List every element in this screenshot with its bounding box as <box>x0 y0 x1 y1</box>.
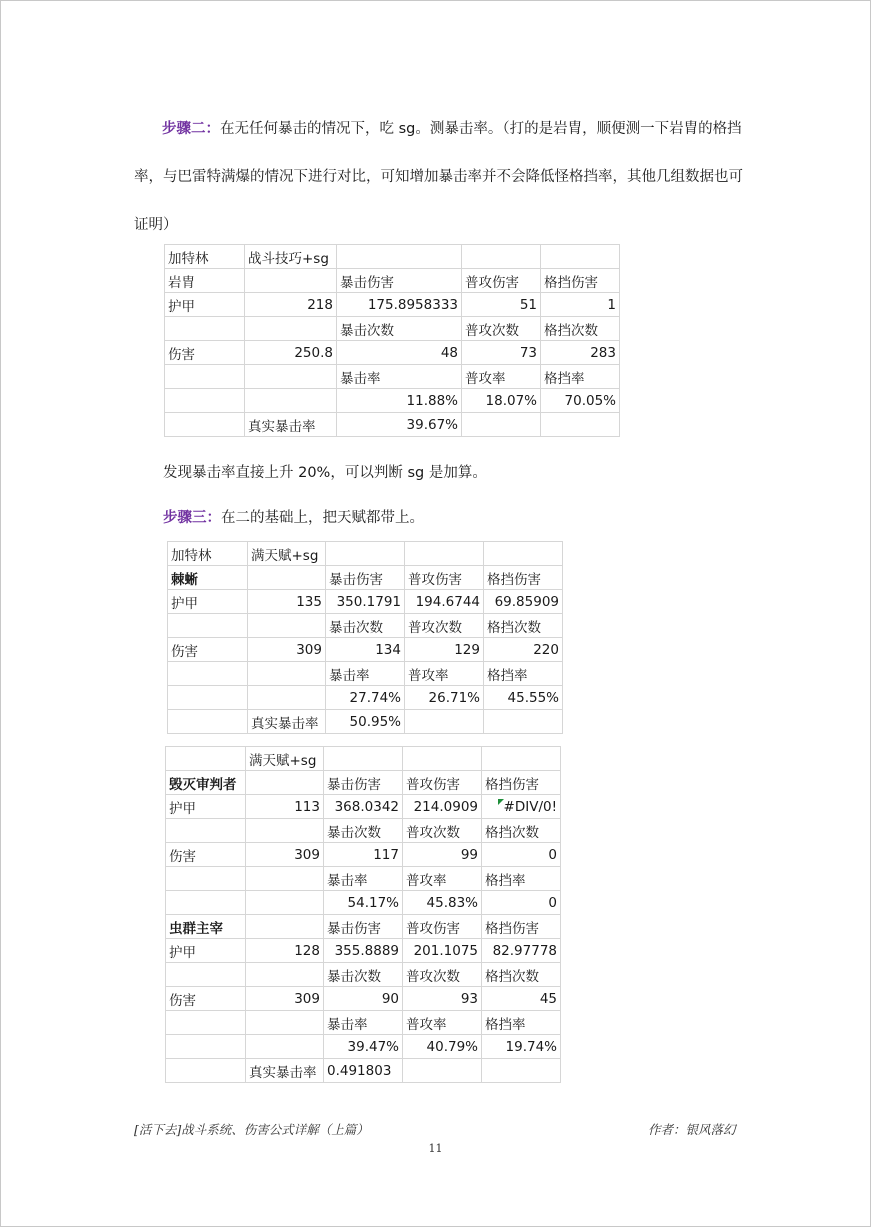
table-cell: 27.74% <box>326 686 405 710</box>
table-cell: 69.85909 <box>484 590 563 614</box>
table-cell <box>462 413 541 437</box>
table-cell <box>248 686 326 710</box>
true-crit-rate-value: 50.95% <box>326 710 405 734</box>
table-row <box>168 686 563 710</box>
table-cell: 毁灭审判者 <box>166 771 246 795</box>
table-cell: 40.79% <box>403 1035 482 1059</box>
table-cell <box>403 747 482 771</box>
true-crit-rate-value: 39.67% <box>337 413 462 437</box>
table-cell: 350.1791 <box>326 590 405 614</box>
table-cell: 格挡次数 <box>482 819 561 843</box>
table-cell: 加特林 <box>168 542 248 566</box>
table-cell: 129 <box>405 638 484 662</box>
table-cell: 117 <box>324 843 403 867</box>
table-cell: 99 <box>403 843 482 867</box>
table-cell <box>326 542 405 566</box>
table-cell: 普攻伤害 <box>462 269 541 293</box>
table-row <box>166 795 561 819</box>
table-cell <box>462 245 541 269</box>
table-cell: 格挡率 <box>482 867 561 891</box>
table-row <box>166 963 561 987</box>
table-cell <box>246 963 324 987</box>
table-row <box>166 939 561 963</box>
step2-text-line3: 组数据也可证明） <box>134 169 743 233</box>
step2-label: 步骤二： <box>162 121 220 137</box>
table-row <box>168 566 563 590</box>
table-cell: 普攻率 <box>405 662 484 686</box>
table-cell: 220 <box>484 638 563 662</box>
table-cell: 普攻伤害 <box>403 915 482 939</box>
table-cell: 格挡率 <box>541 365 620 389</box>
true-crit-rate-value: 0.491803 <box>324 1059 403 1083</box>
step3-paragraph <box>163 506 424 527</box>
table-cell <box>168 614 248 638</box>
table-cell: 45.83% <box>403 891 482 915</box>
table-cell: 普攻伤害 <box>405 566 484 590</box>
table-cell: 加特林 <box>165 245 245 269</box>
table-cell <box>403 1059 482 1083</box>
table-cell: 0 <box>482 891 561 915</box>
table-cell: 309 <box>246 987 324 1011</box>
table-row <box>166 819 561 843</box>
table-cell <box>165 389 245 413</box>
table-cell <box>248 566 326 590</box>
table-cell: 309 <box>246 843 324 867</box>
table-cell: 暴击伤害 <box>326 566 405 590</box>
table-row <box>165 389 620 413</box>
table-cell <box>245 365 337 389</box>
table-cell: 护甲 <box>166 939 246 963</box>
table-cell <box>246 1011 324 1035</box>
table-cell <box>245 317 337 341</box>
table-cell: 194.6744 <box>405 590 484 614</box>
table-cell: 伤害 <box>166 843 246 867</box>
table-cell <box>405 710 484 734</box>
table-cell <box>405 542 484 566</box>
table-cell: 伤害 <box>165 341 245 365</box>
table-cell: 暴击伤害 <box>324 915 403 939</box>
table-cell: 普攻率 <box>462 365 541 389</box>
table-cell: 真实暴击率 <box>248 710 326 734</box>
table-row <box>165 365 620 389</box>
table-cell <box>246 1035 324 1059</box>
table-cell: 128 <box>246 939 324 963</box>
table-cell: 伤害 <box>168 638 248 662</box>
table-cell: 普攻率 <box>403 1011 482 1035</box>
table-cell <box>484 710 563 734</box>
table-cell: 格挡次数 <box>482 963 561 987</box>
table-row <box>166 915 561 939</box>
step3-text: 在二的基础上，把天赋都带上。 <box>221 510 424 526</box>
table-cell <box>541 413 620 437</box>
step3-label: 步骤三： <box>163 510 221 526</box>
table-cell: 格挡伤害 <box>484 566 563 590</box>
table-cell: 暴击伤害 <box>337 269 462 293</box>
table-cell <box>166 1059 246 1083</box>
table-cell <box>246 915 324 939</box>
table-cell: 309 <box>248 638 326 662</box>
table-cell <box>248 662 326 686</box>
table-cell: 214.0909 <box>403 795 482 819</box>
finding-text: 发现暴击率直接上升 20%，可以判断 sg 是加算。 <box>163 465 487 481</box>
table-cell: 250.8 <box>245 341 337 365</box>
table-row <box>168 614 563 638</box>
table-cell <box>165 413 245 437</box>
table-cell <box>166 1035 246 1059</box>
table-cell: 真实暴击率 <box>246 1059 324 1083</box>
table-cell: 战斗技巧+sg <box>245 245 337 269</box>
table-cell: 暴击率 <box>324 1011 403 1035</box>
table-cell: 93 <box>403 987 482 1011</box>
table-cell <box>246 819 324 843</box>
table-row <box>168 638 563 662</box>
table-cell: 暴击次数 <box>324 963 403 987</box>
table-cell: 45.55% <box>484 686 563 710</box>
table-cell: 218 <box>245 293 337 317</box>
table-row <box>165 413 620 437</box>
table-cell: 45 <box>482 987 561 1011</box>
table-row <box>168 710 563 734</box>
table-cell: 355.8889 <box>324 939 403 963</box>
table-row <box>166 747 561 771</box>
footer-document-title: [活下去]战斗系统、伤害公式详解（上篇） <box>134 1122 369 1137</box>
table-cell: 普攻率 <box>403 867 482 891</box>
table-cell <box>324 747 403 771</box>
table-cell: 普攻次数 <box>405 614 484 638</box>
table-cell <box>168 686 248 710</box>
table-cell <box>246 891 324 915</box>
table-cell <box>168 662 248 686</box>
table-cell: 满天赋+sg <box>246 747 324 771</box>
table-row <box>166 867 561 891</box>
table-cell: 暴击伤害 <box>324 771 403 795</box>
table-cell <box>484 542 563 566</box>
table-cell: 368.0342 <box>324 795 403 819</box>
crit-rate-value: 54.17% <box>324 891 403 915</box>
table-cell: 棘蜥 <box>168 566 248 590</box>
page-number: 11 <box>428 1142 443 1155</box>
table-row <box>166 1011 561 1035</box>
table-cell: 暴击次数 <box>326 614 405 638</box>
table-cell: 134 <box>326 638 405 662</box>
table-row <box>166 1059 561 1083</box>
table-cell: 格挡率 <box>482 1011 561 1035</box>
table-cell: 51 <box>462 293 541 317</box>
table-cell <box>482 795 561 819</box>
table-cell <box>166 747 246 771</box>
table-row <box>166 843 561 867</box>
table-row <box>165 245 620 269</box>
table-cell <box>166 963 246 987</box>
table-cell: 135 <box>248 590 326 614</box>
table-cell: 虫群主宰 <box>166 915 246 939</box>
table-cell: 26.71% <box>405 686 484 710</box>
table-cell: 格挡伤害 <box>541 269 620 293</box>
table-cell: 格挡次数 <box>484 614 563 638</box>
table-cell: 普攻次数 <box>403 819 482 843</box>
table-cell: 护甲 <box>166 795 246 819</box>
table-cell <box>246 867 324 891</box>
table-cell: 18.07% <box>462 389 541 413</box>
table-cell <box>245 389 337 413</box>
table-cell: 暴击率 <box>337 365 462 389</box>
table-cell: 82.97778 <box>482 939 561 963</box>
table-cell <box>482 1059 561 1083</box>
div-error-value: #DIV/0! <box>503 798 557 815</box>
table-cell: 格挡伤害 <box>482 915 561 939</box>
table-row <box>166 891 561 915</box>
table-cell: 39.47% <box>324 1035 403 1059</box>
table-cell: 暴击率 <box>324 867 403 891</box>
table-cell: 175.8958333 <box>337 293 462 317</box>
table-cell <box>165 317 245 341</box>
table-cell <box>166 819 246 843</box>
table-cell: 暴击次数 <box>324 819 403 843</box>
table-row <box>165 293 620 317</box>
table-cell <box>246 771 324 795</box>
table-row <box>168 542 563 566</box>
table-cell <box>168 710 248 734</box>
table-cell <box>482 747 561 771</box>
table-gatling-thornlizard <box>167 541 563 734</box>
table-cell: 普攻伤害 <box>403 771 482 795</box>
table-cell: 90 <box>324 987 403 1011</box>
table-row <box>166 1035 561 1059</box>
table-cell: 48 <box>337 341 462 365</box>
table-cell: 0 <box>482 843 561 867</box>
table-row <box>165 341 620 365</box>
table-cell: 普攻次数 <box>462 317 541 341</box>
table-cell <box>245 269 337 293</box>
table-cell <box>337 245 462 269</box>
table-row <box>165 269 620 293</box>
table-cell: 11.88% <box>337 389 462 413</box>
table-cell: 暴击次数 <box>337 317 462 341</box>
step2-paragraph <box>134 105 744 249</box>
table-cell <box>166 891 246 915</box>
table-cell: 护甲 <box>168 590 248 614</box>
table-cell: 19.74% <box>482 1035 561 1059</box>
table-cell: 真实暴击率 <box>245 413 337 437</box>
table-cell: 201.1075 <box>403 939 482 963</box>
table-cell <box>165 365 245 389</box>
table-cell: 岩胄 <box>165 269 245 293</box>
table-gatling-rock <box>164 244 620 437</box>
table-cell: 伤害 <box>166 987 246 1011</box>
table-row <box>168 662 563 686</box>
table-cell: 格挡伤害 <box>482 771 561 795</box>
table-cell: 护甲 <box>165 293 245 317</box>
table-cell: 格挡率 <box>484 662 563 686</box>
table-cell <box>541 245 620 269</box>
footer-author: 作者：银风落幻 <box>648 1122 736 1137</box>
table-cell: 113 <box>246 795 324 819</box>
table-row <box>166 987 561 1011</box>
table-cell: 283 <box>541 341 620 365</box>
table-destroyer-swarm <box>165 746 561 1083</box>
step2-text-line2: 的格挡率，与巴雷特满爆的情况下进行对比，可知增加暴击率并不会降低怪格挡率，其他几 <box>134 121 742 185</box>
table-cell: 普攻次数 <box>403 963 482 987</box>
table-cell: 暴击率 <box>326 662 405 686</box>
table-row <box>168 590 563 614</box>
table-cell: 73 <box>462 341 541 365</box>
table-row <box>166 771 561 795</box>
table-cell <box>166 867 246 891</box>
table-cell: 70.05% <box>541 389 620 413</box>
step2-text-line1: 在无任何暴击的情况下，吃 sg。测暴击率。（打的是岩胄，顺便测一下岩胄 <box>220 121 699 137</box>
table-cell: 1 <box>541 293 620 317</box>
table-cell <box>248 614 326 638</box>
table-row <box>165 317 620 341</box>
table-cell <box>166 1011 246 1035</box>
table-cell: 格挡次数 <box>541 317 620 341</box>
table-cell: 满天赋+sg <box>248 542 326 566</box>
